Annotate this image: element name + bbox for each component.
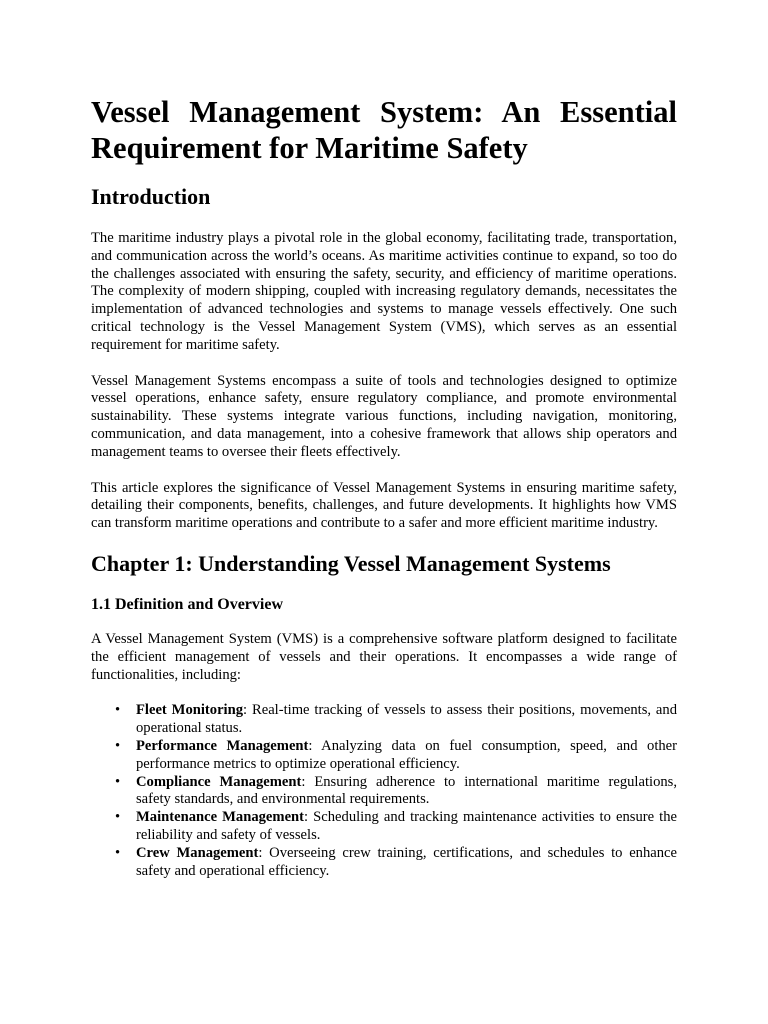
list-item-text: : Overseeing crew training, certifications, and schedules to enhance safety and operational efficiency. [136, 844, 678, 879]
list-item-text: : Analyzing data on fuel consumption, speed, and other performance metrics to optimize operational efficiency. [136, 737, 678, 772]
list-item-term: Compliance Management [136, 773, 302, 790]
list-item [115, 844, 678, 881]
intro-paragraph-1: The maritime industry plays a pivotal role in the global economy, facilitating trade, transportation, and communication across the world’s oceans. As maritime activities continue to expand, so too do the challenges associated with ensuring the safety, security, and efficiency of maritime operations. The complexity of modern shipping, coupled with increasing regulatory demands, necessitates the implementation of advanced technologies and systems to manage vessels effectively. One such critical technology is the Vessel Management System (VMS), which serves as an essential requirement for maritime safety. [91, 230, 677, 353]
list-item-term: Fleet Monitoring [136, 702, 244, 719]
list-item [115, 702, 677, 738]
list-item-text: : Real-time tracking of vessels to assess their positions, movements, and operational status. [136, 702, 677, 737]
document-title: Vessel Management System: An Essential Requirement for Maritime Safety [91, 95, 677, 165]
chapter-1-heading: Chapter 1: Understanding Vessel Management Systems [91, 550, 611, 576]
list-item [115, 809, 677, 845]
list-item [115, 737, 678, 774]
bullet-icon: • [115, 737, 121, 754]
introduction-heading: Introduction [91, 184, 211, 209]
functionality-list [91, 702, 677, 880]
bullet-icon: • [115, 702, 121, 719]
intro-paragraph-3: This article explores the significance of Vessel Management Systems in ensuring maritime safety, detailing their components, benefits, challenges, and future developments. It highlights how VMS can transform maritime operations and contribute to a safer and more efficient maritime industry. [91, 479, 677, 532]
list-item-text: : Scheduling and tracking maintenance activities to ensure the reliability and safety of vessels. [136, 809, 677, 843]
list-item-text: : Ensuring adherence to international maritime regulations, safety standards, and environmental requirements. [136, 773, 677, 808]
list-item-term: Crew Management [136, 844, 259, 861]
bullet-icon: • [115, 809, 121, 826]
bullet-icon: • [115, 844, 121, 861]
list-item [115, 773, 677, 810]
section-1-1-heading: 1.1 Definition and Overview [91, 595, 283, 613]
bullet-icon: • [115, 773, 121, 790]
list-item-term: Performance Management [136, 737, 309, 754]
list-item-term: Maintenance Management [136, 809, 305, 826]
section-1-1-paragraph: A Vessel Management System (VMS) is a comprehensive software platform designed to facilitate the efficient management of vessels and their operations. It encompasses a wide range of functionalities, including: [91, 630, 677, 683]
intro-paragraph-2: Vessel Management Systems encompass a suite of tools and technologies designed to optimize vessel operations, enhance safety, ensure regulatory compliance, and promote environmental sustainability. These systems integrate various functions, including navigation, monitoring, communication, and data management, into a cohesive framework that allows ship operators and management teams to oversee their fleets effectively. [91, 372, 677, 460]
